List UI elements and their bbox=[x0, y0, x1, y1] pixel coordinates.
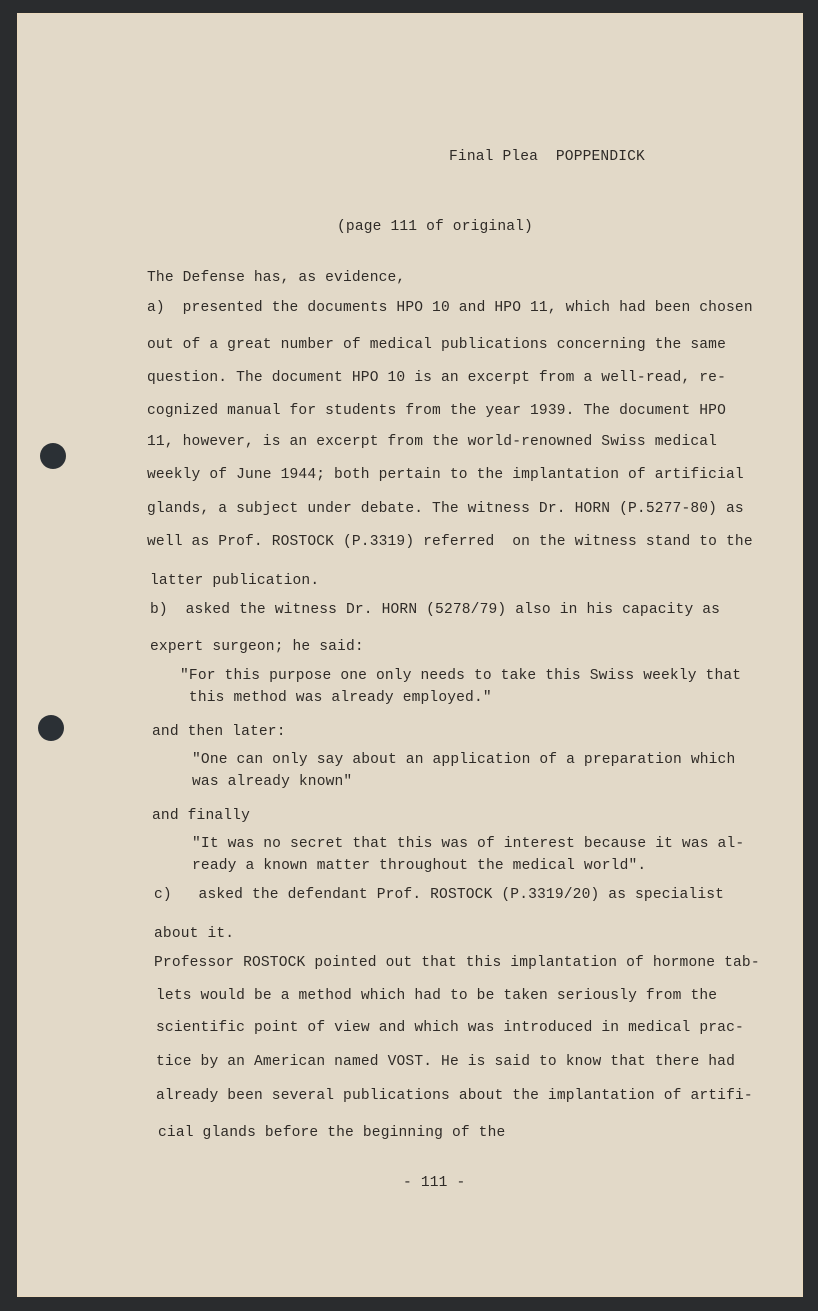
item-a-line: question. The document HPO 10 is an excerpt from a well-read, re- bbox=[147, 370, 726, 386]
item-a-line: latter publication. bbox=[150, 573, 320, 589]
item-a-line: cognized manual for students from the year 1939. The document HPO bbox=[147, 403, 726, 419]
punch-hole-lower bbox=[38, 715, 64, 741]
item-c-line: about it. bbox=[154, 926, 235, 942]
closing-line: cial glands before the beginning of the bbox=[158, 1125, 506, 1141]
quote-line: "It was no secret that this was of interest because it was al- bbox=[192, 836, 745, 852]
closing-line: tice by an American named VOST. He is said to know that there had bbox=[156, 1054, 735, 1070]
document-page bbox=[17, 13, 803, 1297]
page-reference: (page 111 of original) bbox=[337, 219, 533, 235]
connector-line: and finally bbox=[152, 808, 250, 824]
quote-line: was already known" bbox=[192, 774, 353, 790]
punch-hole-upper bbox=[40, 443, 66, 469]
item-b-line: expert surgeon; he said: bbox=[150, 639, 364, 655]
item-a-line: glands, a subject under debate. The witness Dr. HORN (P.5277-80) as bbox=[147, 501, 744, 517]
document-title: Final Plea POPPENDICK bbox=[449, 149, 645, 165]
closing-line: lets would be a method which had to be taken seriously from the bbox=[156, 988, 718, 1004]
intro-line: The Defense has, as evidence, bbox=[147, 270, 406, 286]
page-number: - 111 - bbox=[403, 1175, 466, 1191]
item-a-line: well as Prof. ROSTOCK (P.3319) referred on the witness stand to the bbox=[147, 534, 753, 550]
quote-line: this method was already employed." bbox=[180, 690, 492, 706]
closing-line: scientific point of view and which was introduced in medical prac- bbox=[156, 1020, 744, 1036]
item-a-line: a) presented the documents HPO 10 and HPO 11, which had been chosen bbox=[147, 300, 753, 316]
item-a-line: out of a great number of medical publications concerning the same bbox=[147, 337, 726, 353]
item-b-line: b) asked the witness Dr. HORN (5278/79) also in his capacity as bbox=[150, 602, 721, 618]
closing-line: already been several publications about the implantation of artifi- bbox=[156, 1088, 753, 1104]
item-a-line: 11, however, is an excerpt from the world-renowned Swiss medical bbox=[147, 434, 718, 450]
closing-line: Professor ROSTOCK pointed out that this implantation of hormone tab- bbox=[154, 955, 760, 971]
quote-line: "For this purpose one only needs to take this Swiss weekly that bbox=[180, 668, 742, 684]
item-c-line: c) asked the defendant Prof. ROSTOCK (P.3319/20) as specialist bbox=[154, 887, 725, 903]
quote-line: "One can only say about an application of a preparation which bbox=[192, 752, 736, 768]
item-a-line: weekly of June 1944; both pertain to the implantation of artificial bbox=[147, 467, 744, 483]
connector-line: and then later: bbox=[152, 724, 286, 740]
quote-line: ready a known matter throughout the medical world". bbox=[192, 858, 647, 874]
